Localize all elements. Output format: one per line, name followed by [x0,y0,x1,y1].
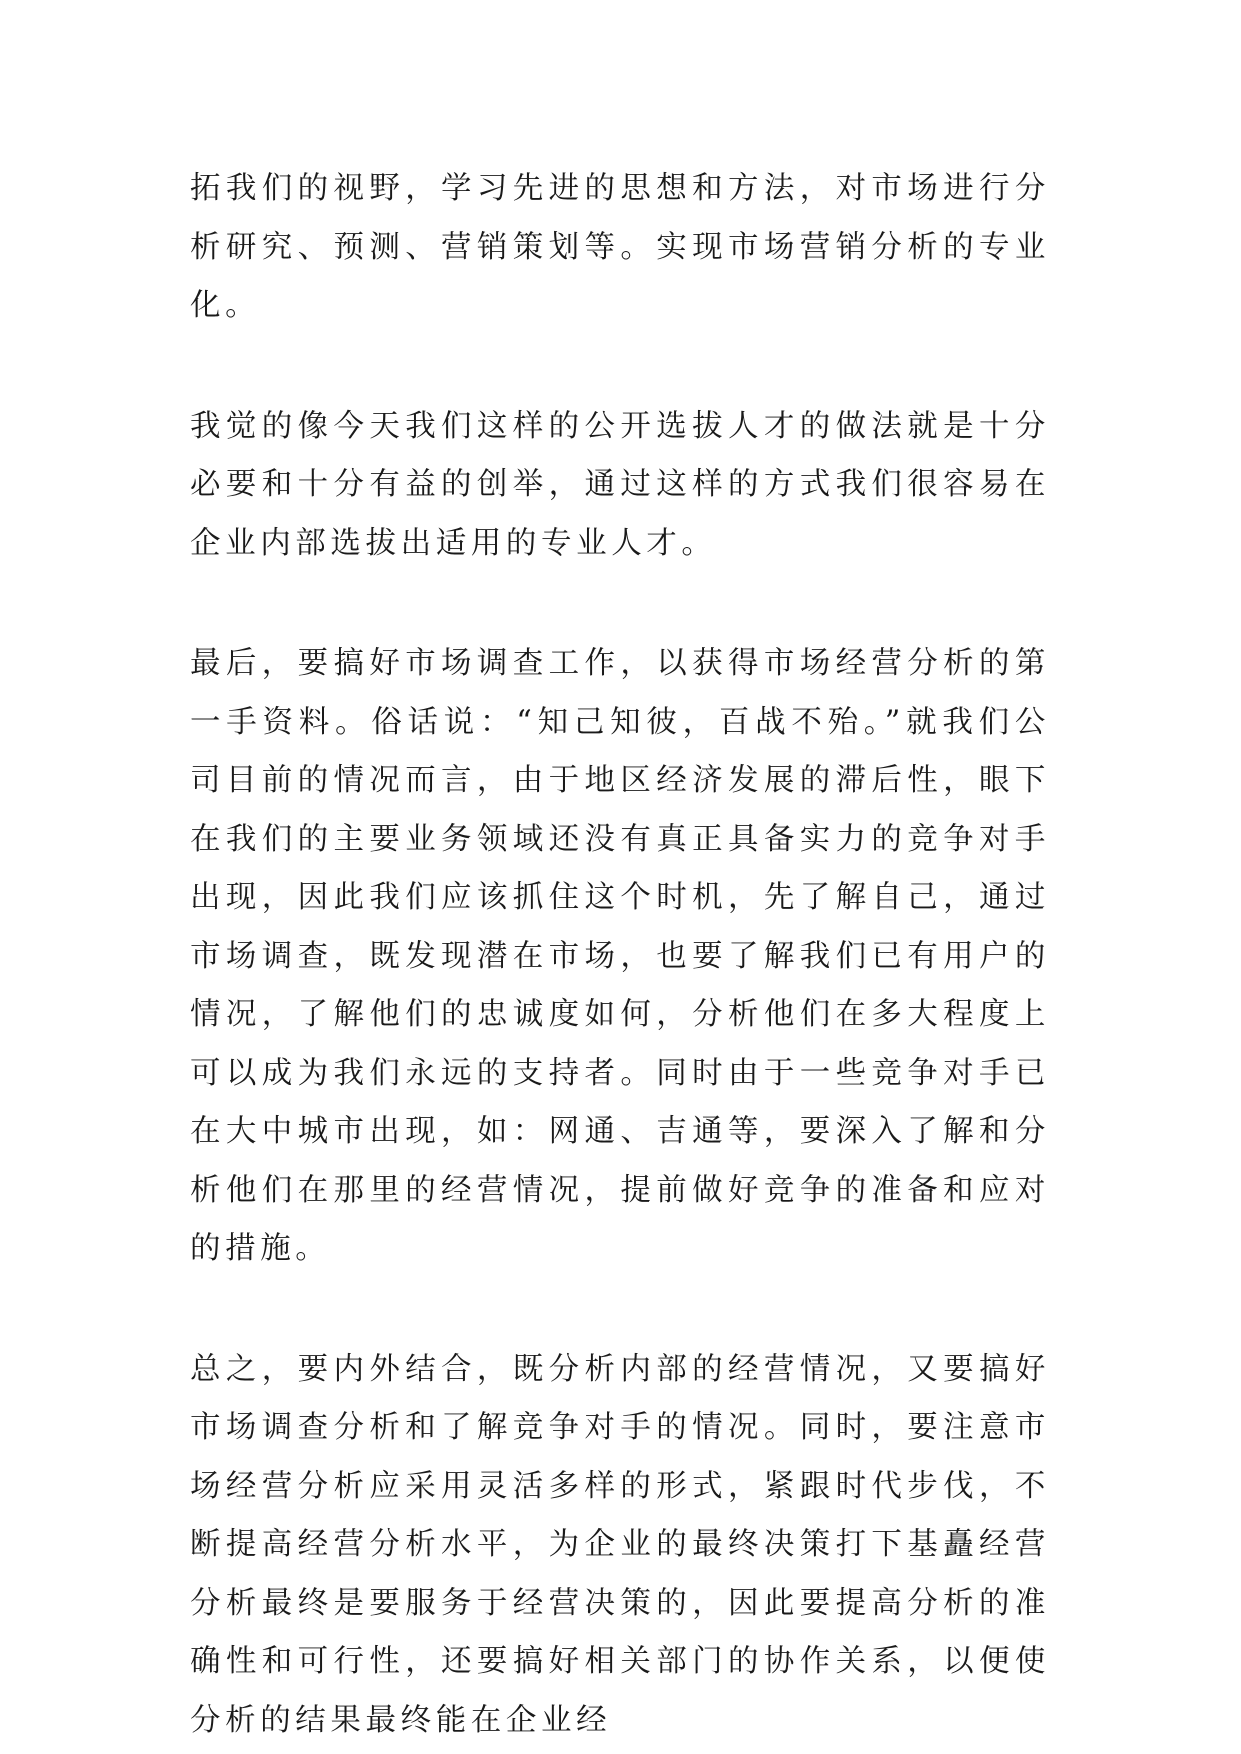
paragraph-4: 总之，要内外结合，既分析内部的经营情况，又要搞好市场调查分析和了解竞争对手的情况。同时，要注意市场经营分析应采用灵活多样的形式，紧跟时代步伐，不断提高经营分析水平，为企业的最终决策打下基矗经营分析最终是要服务于经营决策的，因此要提高分析的准确性和可行性，还要搞好相关部门的协作关系，以便使分析的结果最终能在企业经 [190,1351,1050,1738]
document-body [190,160,1050,1750]
paragraph-1: 拓我们的视野，学习先进的思想和方法，对市场进行分析研究、预测、营销策划等。实现市场营销分析的专业化。 [190,171,1050,323]
paragraph-3: 最后，要搞好市场调查工作，以获得市场经营分析的第一手资料。俗话说：“知己知彼，百战不殆。”就我们公司目前的情况而言，由于地区经济发展的滞后性，眼下在我们的主要业务领域还没有真正具备实力的竞争对手出现，因此我们应该抓住这个时机，先了解自己，通过市场调查，既发现潜在市场，也要了解我们已有用户的情况，了解他们的忠诚度如何，分析他们在多大程度上可以成为我们永远的支持者。同时由于一些竞争对手已在大中城市出现，如：网通、吉通等，要深入了解和分析他们在那里的经营情况，提前做好竞争的准备和应对的措施。 [190,646,1050,1266]
paragraph-2: 我觉的像今天我们这样的公开选拔人才的做法就是十分必要和十分有益的创举，通过这样的方式我们很容易在企业内部选拔出适用的专业人才。 [190,408,1050,561]
